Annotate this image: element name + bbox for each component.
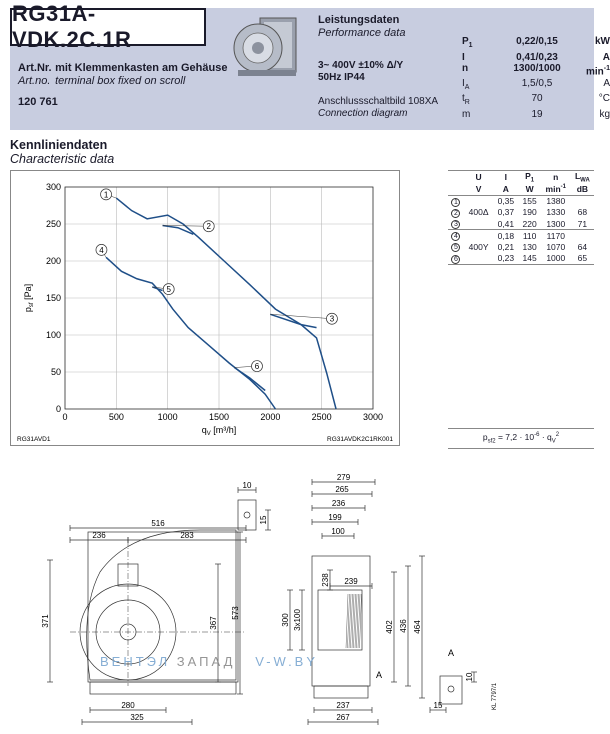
dim-239: 239 — [344, 577, 358, 586]
table-row: 4 0,18 110 1170 — [448, 230, 594, 242]
article-info: Art.Nr. mit Klemmenkasten am Gehäuse Art.no. terminal box fixed on scroll — [18, 62, 228, 87]
view-a-marker: A — [376, 670, 383, 680]
x-tick-label: 1000 — [157, 412, 178, 422]
article-number: 120 761 — [18, 96, 58, 108]
dim-300: 300 — [281, 613, 290, 627]
spec-row: I 0,41/0,23 A — [462, 51, 610, 63]
chart-footer-right: RG31AVDK2C1RK001 — [327, 436, 393, 443]
table-row: 2 400Δ 0,37 190 1330 68 — [448, 207, 594, 219]
bracket-detail — [238, 500, 256, 530]
dim-402: 402 — [385, 620, 394, 634]
y-tick-label: 300 — [45, 182, 61, 192]
spec-row: $I_A$ 1,5/0,5 A — [462, 77, 610, 91]
spec-row: n 1300/1000 $\min^{-1}$ — [462, 63, 610, 78]
y-tick-label: 150 — [45, 293, 61, 303]
x-tick-label: 1500 — [208, 412, 230, 422]
y-tick-label: 100 — [45, 330, 61, 340]
table-unit-row: V A W $\min^{-1}$ dB — [448, 184, 594, 196]
table-header-row: U I $P_1$ n $L_{WA}$ — [448, 171, 594, 184]
dim-573: 573 — [231, 606, 240, 620]
y-axis-label: $p_{sf}$ [Pa] — [23, 283, 35, 313]
detail-a-title: A — [448, 648, 455, 658]
series-label-5: 5 — [166, 285, 171, 295]
y-tick-label: 250 — [45, 219, 61, 229]
dimension-drawings — [0, 460, 602, 734]
table-row: 1 0,35 155 1380 — [448, 195, 594, 207]
spec-row: $P_1$ 0,22/0,15 kW — [462, 36, 610, 49]
x-tick-label: 2500 — [311, 412, 332, 422]
series-line-4 — [106, 257, 275, 409]
operating-points-table — [448, 170, 594, 265]
dim-199: 199 — [328, 513, 342, 522]
series-label-6: 6 — [254, 362, 260, 372]
series-line-3 — [270, 314, 316, 327]
dim-detail-15: 15 — [259, 515, 268, 525]
detail-a-hole — [448, 686, 454, 692]
series-label-4: 4 — [99, 245, 104, 255]
side-base — [314, 686, 368, 698]
dim-436: 436 — [399, 619, 408, 633]
table-row: 5 400Y 0,21 130 1070 64 — [448, 241, 594, 253]
dim-325: 325 — [130, 713, 144, 722]
model-title: RG31A-VDK.2C.1R — [10, 8, 206, 46]
electrical-info: 3~ 400V ±10% Δ/Y 50Hz IP44 — [318, 60, 404, 83]
x-tick-label: 500 — [108, 412, 124, 422]
formula: $p_{sf2} = 7,2 \cdot 10^{-6} \cdot q_V^2$ — [448, 428, 594, 449]
x-axis-label: $q_V$ [m³/h] — [201, 425, 237, 437]
base-plate — [90, 682, 236, 694]
y-tick-label: 50 — [50, 367, 61, 377]
x-tick-label: 0 — [62, 412, 68, 422]
series-line-1 — [116, 198, 336, 409]
series-label-1: 1 — [103, 190, 109, 200]
spec-row: $t_R$ 70 °C — [462, 93, 610, 107]
dim-a-15: 15 — [433, 701, 443, 710]
dim-236: 236 — [92, 531, 106, 540]
dim-265: 265 — [335, 485, 349, 494]
chart-frame — [10, 170, 400, 446]
performance-title: Leistungsdaten Performance data — [318, 14, 406, 39]
section-title: Kennliniendaten Characteristic data — [10, 138, 115, 166]
dim-367: 367 — [209, 616, 218, 630]
y-tick-label: 200 — [45, 256, 61, 266]
dim-464: 464 — [413, 620, 422, 634]
spec-row: m 19 kg — [462, 108, 610, 120]
watermark: ВЕНТЭЛ ЗАПАД V-W.BY — [100, 654, 319, 669]
y-tick-label: 0 — [55, 404, 61, 414]
doc-id: KL 7797/1 — [492, 682, 498, 710]
series-line-2 — [163, 225, 194, 234]
table-row: 3 0,41 220 1300 71 — [448, 218, 594, 230]
fan-illustration — [230, 10, 300, 80]
series-label-2: 2 — [206, 222, 211, 232]
front-view — [70, 530, 246, 694]
dim-371: 371 — [41, 614, 50, 628]
dim-516: 516 — [151, 519, 165, 528]
dim-detail-10: 10 — [242, 481, 252, 490]
chart-footer-left: RG31AVD1 — [17, 436, 51, 443]
dim-236: 236 — [331, 499, 346, 508]
dim-283: 283 — [180, 531, 194, 540]
dim-237: 237 — [336, 701, 350, 710]
connection-info: Anschlussschaltbild 108XA Connection diagram — [318, 96, 439, 119]
dim-279: 279 — [336, 473, 351, 482]
dim-267: 267 — [336, 713, 350, 722]
detail-a-bracket — [440, 676, 462, 704]
dim-100: 100 — [331, 527, 345, 536]
bracket-hole — [244, 512, 250, 518]
x-tick-label: 3000 — [362, 412, 384, 422]
dim-a-10: 10 — [465, 672, 474, 682]
x-tick-label: 2000 — [260, 412, 281, 422]
dim-3x100: 3x100 — [293, 609, 302, 631]
series-label-3: 3 — [329, 314, 335, 324]
dim-238: 238 — [321, 573, 330, 587]
spec-list — [462, 36, 610, 120]
characteristic-chart — [11, 171, 399, 445]
dim-280: 280 — [121, 701, 135, 710]
table-row: 6 0,23 145 1000 65 — [448, 253, 594, 265]
